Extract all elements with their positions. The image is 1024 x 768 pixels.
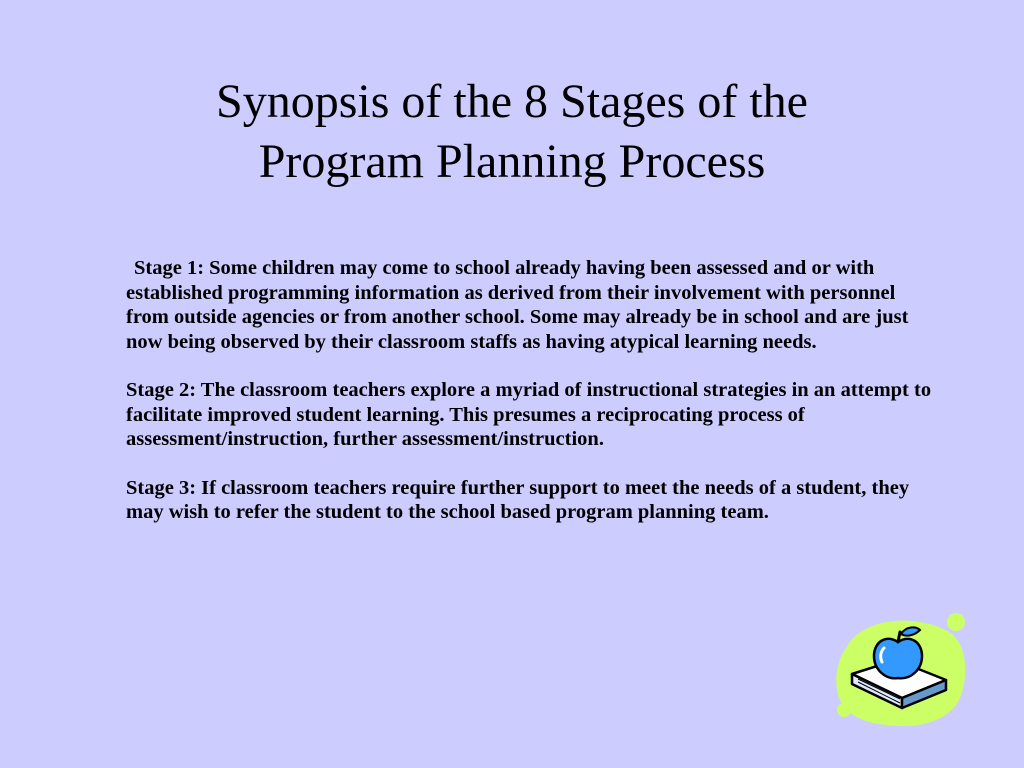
stage-1-paragraph: Stage 1: Some children may come to school already having been assessed and or with established programming information as derived from their involvement with personnel from outside agencies or from another school. Some may already be in school and are just now being observed by their classroom staffs as having atypical learning needs. <box>126 257 909 353</box>
slide-title <box>90 72 934 192</box>
stage-2-paragraph: Stage 2: The classroom teachers explore a myriad of instructional strategies in an attempt to facilitate improved student learning. This presumes a reciprocating process of assessment/instruction, further assessment/instruction. <box>126 379 932 450</box>
apple-stem <box>898 632 900 642</box>
slide-body <box>126 256 941 549</box>
stage-3-paragraph: Stage 3: If classroom teachers require further support to meet the needs of a student, they may wish to refer the student to the school based program planning team. <box>126 476 910 523</box>
clipart-dot-small <box>837 703 851 717</box>
title-line-2: Program Planning Process <box>258 135 766 188</box>
apple-on-book-icon <box>834 612 970 732</box>
title-line-1: Synopsis of the 8 Stages of the <box>216 75 808 128</box>
clipart-dot-large <box>947 613 965 631</box>
